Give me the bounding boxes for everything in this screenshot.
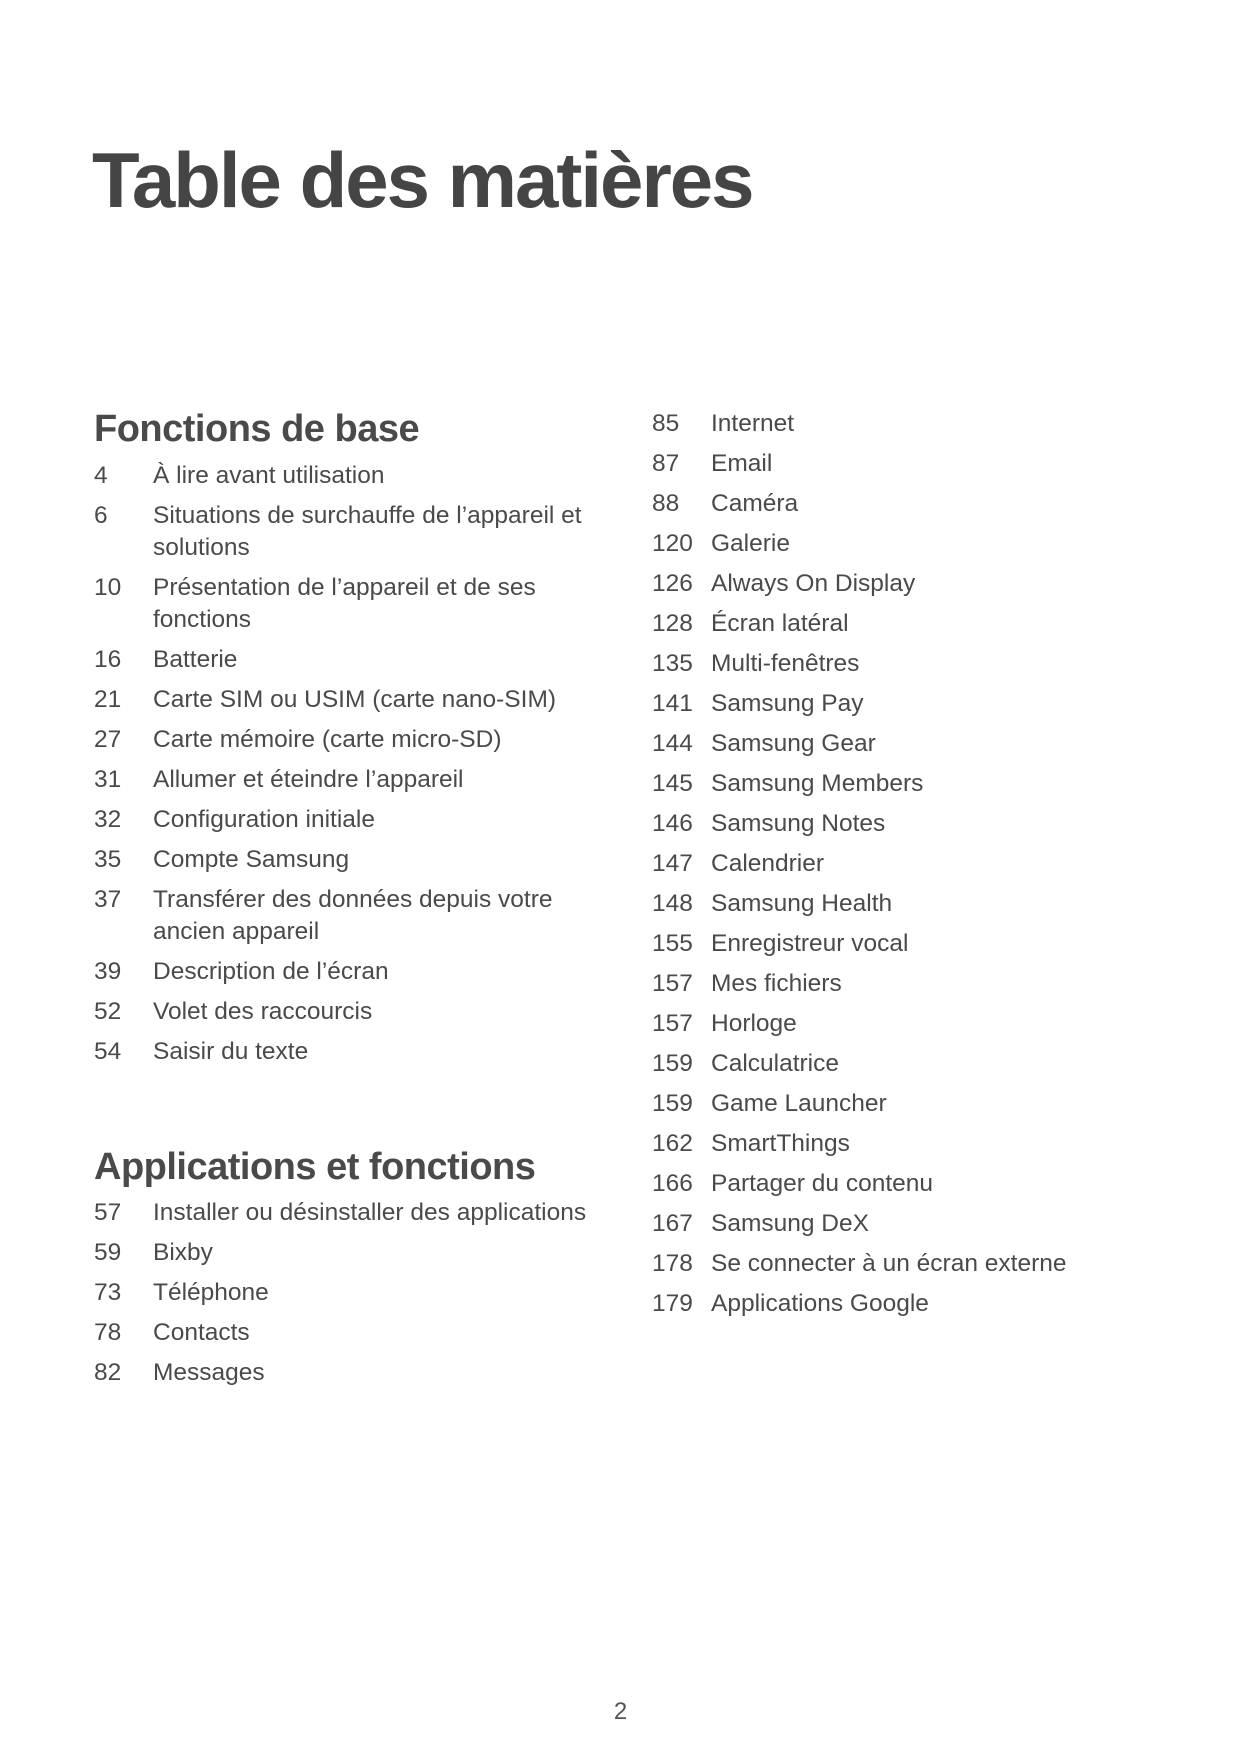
toc-entry-label: Enregistreur vocal [711,930,909,957]
toc-entry-label: Allumer et éteindre l’appareil [153,765,464,793]
toc-entry[interactable] [94,804,614,836]
toc-entry-label: Installer ou désinstaller des applications [153,1199,587,1227]
toc-entry-label: Galerie [711,530,790,557]
toc-entry[interactable] [652,488,1172,520]
toc-entry-label: Multi-fenêtres [711,650,860,677]
toc-page-number: 145 [652,770,693,797]
toc-entry-label: Samsung Gear [711,730,876,757]
toc-page-number: 147 [652,850,693,877]
toc-page-number: 159 [652,1090,693,1117]
toc-entry[interactable] [652,768,1172,800]
toc-entry-label: Carte SIM ou USIM (carte nano-SIM) [153,685,557,713]
toc-page-number: 59 [94,1239,122,1267]
toc-entry-label: Transférer des données depuis votre ancien appareil [153,885,553,945]
toc-entry[interactable] [94,460,614,492]
toc-entry[interactable] [94,1357,614,1389]
toc-page-number: 88 [652,490,680,517]
section-spacer [94,1076,614,1146]
toc-entry-label: Horloge [711,1010,797,1037]
toc-page-number: 157 [652,1010,693,1037]
toc-entry[interactable] [652,1048,1172,1080]
toc-entry-label: SmartThings [711,1130,850,1157]
toc-entry-label: À lire avant utilisation [153,461,385,489]
toc-entry[interactable] [652,888,1172,920]
toc-page-number: 16 [94,645,122,673]
toc-page-number: 6 [94,501,108,529]
toc-entry[interactable] [94,844,614,876]
toc-entry-label: Mes fichiers [711,970,842,997]
toc-entry[interactable] [652,1008,1172,1040]
toc-entry-label: Batterie [153,645,238,673]
toc-entry[interactable] [652,1288,1172,1320]
toc-entry[interactable] [94,572,614,636]
toc-entry[interactable] [94,956,614,988]
toc-page-number: 57 [94,1199,122,1227]
page-number: 2 [613,1698,628,1725]
toc-entry-label: Messages [153,1359,265,1387]
toc-page-number: 159 [652,1050,693,1077]
toc-entry-label: Situations de surchauffe de l’appareil et solutions [153,501,582,561]
toc-entry[interactable] [652,968,1172,1000]
toc-page-number: 10 [94,573,122,601]
toc-entry-label: Always On Display [711,570,916,597]
toc-entry-label: Volet des raccourcis [153,997,373,1025]
toc-entry[interactable] [94,1197,614,1229]
toc-entry-label: Présentation de l’appareil et de ses fonctions [153,573,536,633]
toc-entry[interactable] [652,448,1172,480]
toc-entry-label: Email [711,450,773,477]
toc-entry[interactable] [652,568,1172,600]
toc-entry-label: Calendrier [711,850,825,877]
toc-page-number: 87 [652,450,680,477]
toc-page-number: 4 [94,461,108,489]
toc-page-number: 54 [94,1037,122,1065]
toc-page-number: 31 [94,765,122,793]
toc-page-number: 135 [652,650,693,677]
toc-page-number: 27 [94,725,122,753]
toc-right-column [652,408,1172,1328]
toc-entry[interactable] [652,528,1172,560]
toc-page-number: 78 [94,1319,122,1347]
toc-entry-label: Bixby [153,1239,213,1267]
toc-list-applications-et-fonctions [94,1197,614,1389]
toc-page-number: 179 [652,1290,693,1317]
toc-entry[interactable] [94,1036,614,1068]
toc-list-continued [652,408,1172,1320]
toc-entry-label: Compte Samsung [153,845,350,873]
toc-entry[interactable] [652,648,1172,680]
toc-entry-label: Samsung Health [711,890,893,917]
toc-page-number: 155 [652,930,693,957]
toc-page-number: 37 [94,885,122,913]
toc-list-fonctions-de-base [94,460,614,1068]
toc-entry[interactable] [652,1088,1172,1120]
toc-entry[interactable] [652,1168,1172,1200]
toc-entry-label: Carte mémoire (carte micro-SD) [153,725,502,753]
toc-entry[interactable] [652,848,1172,880]
toc-page-number: 144 [652,730,693,757]
toc-entry[interactable] [652,1208,1172,1240]
toc-page-number: 82 [94,1359,122,1387]
toc-entry[interactable] [94,684,614,716]
toc-page-number: 52 [94,997,122,1025]
page-title: Table des matières [92,136,753,224]
toc-page-number: 157 [652,970,693,997]
toc-entry[interactable] [94,764,614,796]
toc-page-number: 146 [652,810,693,837]
toc-entry-label: Écran latéral [711,610,849,637]
toc-entry[interactable] [652,608,1172,640]
toc-entry[interactable] [652,1248,1172,1280]
toc-page-number: 21 [94,685,122,713]
toc-entry[interactable] [652,928,1172,960]
toc-page-number: 73 [94,1279,122,1307]
section-heading-applications-et-fonctions: Applications et fonctions [94,1145,536,1188]
toc-page-number: 162 [652,1130,693,1157]
section-heading-fonctions-de-base: Fonctions de base [94,408,420,450]
toc-page-number: 85 [652,410,680,437]
toc-entry-label: Téléphone [153,1279,269,1307]
toc-entry-label: Calculatrice [711,1050,839,1077]
toc-page-number: 141 [652,690,693,717]
toc-entry-label: Description de l’écran [153,957,389,985]
toc-entry-label: Samsung Members [711,770,924,797]
toc-page-number: 120 [652,530,693,557]
toc-entry[interactable] [652,808,1172,840]
toc-entry[interactable] [94,500,614,564]
toc-entry-label: Caméra [711,490,799,517]
toc-left-column [94,408,614,1397]
toc-entry[interactable] [94,884,614,948]
toc-entry[interactable] [652,408,1172,440]
toc-page-number: 166 [652,1170,693,1197]
toc-entry-label: Samsung DeX [711,1210,869,1237]
toc-entry-label: Game Launcher [711,1090,887,1117]
toc-entry[interactable] [94,1277,614,1309]
toc-entry[interactable] [652,1128,1172,1160]
toc-entry[interactable] [94,1317,614,1349]
toc-page-number: 128 [652,610,693,637]
toc-page-number: 39 [94,957,122,985]
toc-entry-label: Samsung Pay [711,690,864,717]
toc-entry[interactable] [94,996,614,1028]
toc-page-number: 32 [94,805,122,833]
toc-page-number: 35 [94,845,122,873]
toc-page-number: 148 [652,890,693,917]
toc-entry-label: Contacts [153,1319,250,1347]
toc-entry-label: Se connecter à un écran externe [711,1250,1067,1277]
toc-page-number: 178 [652,1250,693,1277]
toc-entry[interactable] [94,724,614,756]
toc-entry-label: Samsung Notes [711,810,886,837]
toc-page-number: 167 [652,1210,693,1237]
toc-entry-label: Internet [711,410,795,437]
toc-entry[interactable] [652,728,1172,760]
toc-page-number: 126 [652,570,693,597]
toc-entry-label: Applications Google [711,1290,929,1317]
toc-entry[interactable] [94,1237,614,1269]
toc-entry[interactable] [652,688,1172,720]
toc-entry-label: Partager du contenu [711,1170,934,1197]
toc-entry-label: Saisir du texte [153,1037,309,1065]
toc-entry[interactable] [94,644,614,676]
toc-entry-label: Configuration initiale [153,805,375,833]
